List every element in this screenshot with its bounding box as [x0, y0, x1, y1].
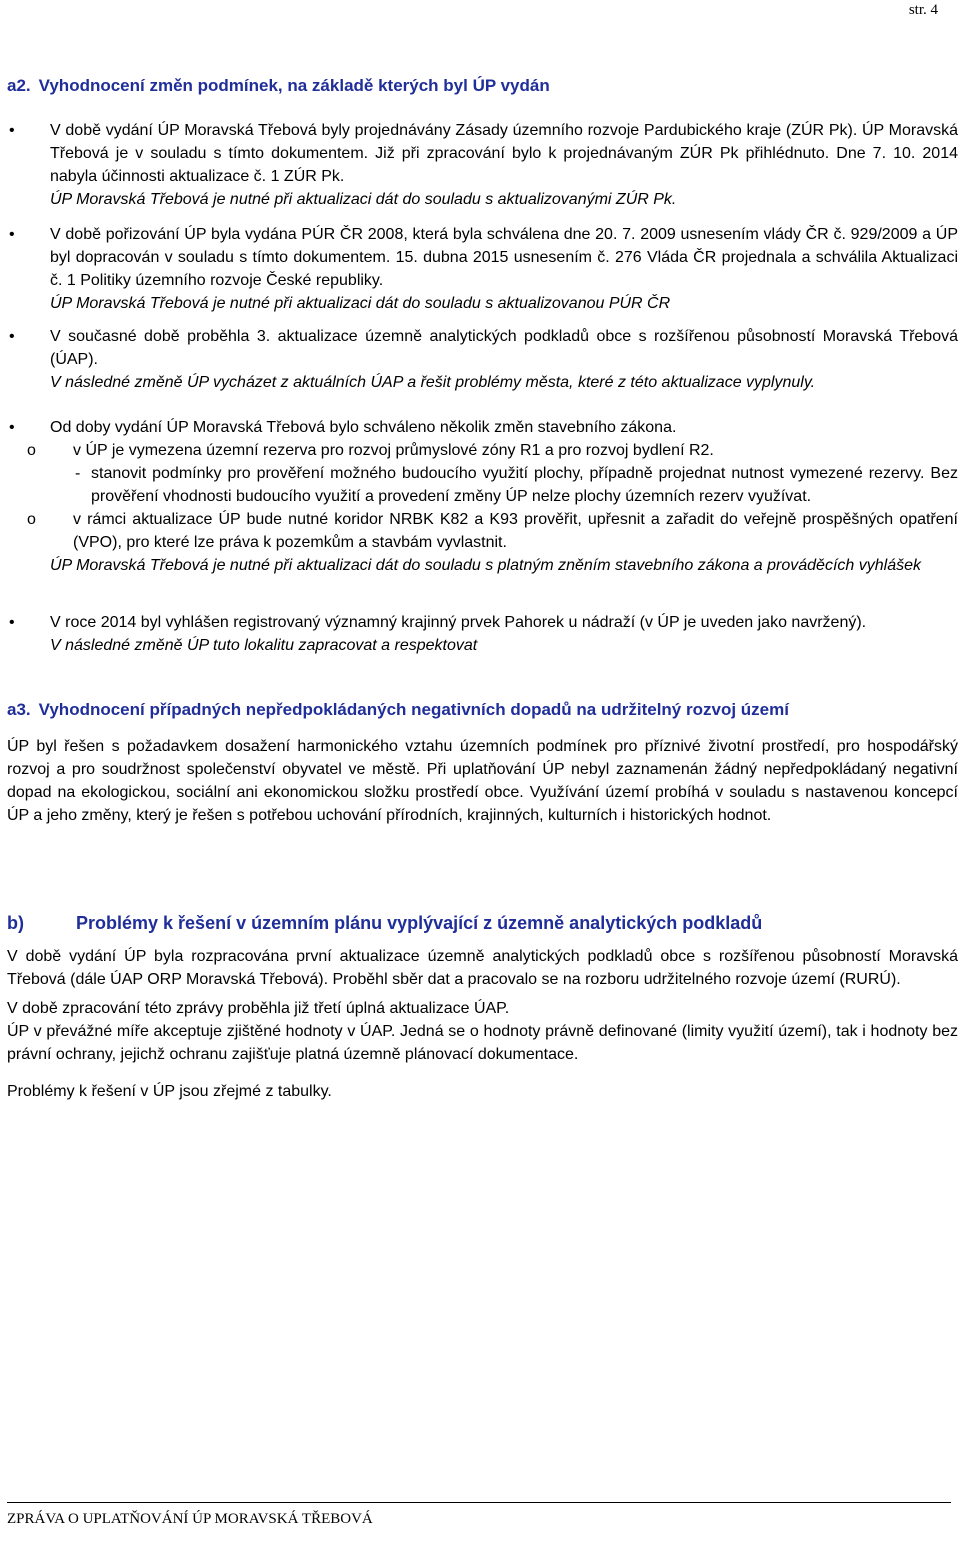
b-paragraph-4: Problémy k řešení v ÚP jsou zřejmé z tabulky. [7, 1083, 332, 1100]
a2-bullet-4-conclusion-wrap [7, 554, 958, 577]
dash-bullet-icon: - [75, 465, 81, 482]
a2-bullet-1-conclusion: ÚP Moravská Třebová je nutné při aktualizaci dát do souladu s aktualizovanými ZÚR Pk. [50, 191, 677, 208]
bullet-icon: • [9, 226, 15, 243]
a2-sub-dash-item: - stanovit podmínky pro prověření možného budoucího využití plochy, případně projednat nutnost vymezené rezervy. Bez prověření vhodnosti budoucího využití a provedení změny ÚP nelze plochy územních rezerv využívat. [7, 462, 958, 508]
b-paragraph-1: V době vydání ÚP byla rozpracována první aktualizace územně analytických podkladů obce s rozšířenou působností Moravská Třebová (dále ÚAP ORP Moravská Třebová). Proběhl sběr dat a pracovalo se na rozboru udržitelného rozvoje území (RURÚ). [7, 948, 958, 988]
a2-bullet-4 [7, 416, 958, 439]
a2-bullet-5-conclusion: V následné změně ÚP tuto lokalitu zapracovat a respektovat [50, 637, 478, 654]
a2-bullet-2-text: V době pořizování ÚP byla vydána PÚR ČR 2008, která byla schválena dne 20. 7. 2009 usnesením vlády ČR č. 929/2009 a ÚP byl dopracován v souladu s tímto dokumentem. 15. dubna 2015 usnesením č. 276 Vláda ČR projednala a schválila Aktualizaci č. 1 Politiky územního rozvoje České republiky. [50, 226, 958, 289]
document-body [7, 74, 958, 1103]
a2-bullet-3 [7, 325, 958, 394]
a2-bullet-1 [7, 119, 958, 211]
bullet-icon: • [9, 328, 15, 345]
bullet-icon: • [9, 122, 15, 139]
section-a2-heading: a2. Vyhodnocení změn podmínek, na základě kterých byl ÚP vydán [7, 76, 550, 95]
circle-bullet-icon: o [27, 511, 36, 528]
circle-bullet-icon: o [27, 442, 36, 459]
b-paragraph-2: V době zpracování této zprávy proběhla již třetí úplná aktualizace ÚAP. [7, 1000, 510, 1017]
a2-sub-item-1: o v ÚP je vymezena územní rezerva pro rozvoj průmyslové zóny R1 a pro rozvoj bydlení R2. [7, 439, 958, 462]
a2-bullet-5-text: V roce 2014 byl vyhlášen registrovaný významný krajinný prvek Pahorek u nádraží (v ÚP je uveden jako navržený). [50, 614, 867, 631]
page-footer: ZPRÁVA O UPLATŇOVÁNÍ ÚP MORAVSKÁ TŘEBOVÁ [7, 1502, 951, 1528]
a2-bullet-3-text: V současné době proběhla 3. aktualizace územně analytických podkladů obce s rozšířenou působností Moravská Třebová (ÚAP). [50, 328, 958, 368]
bullet-icon: • [9, 614, 15, 631]
a2-bullet-4-conclusion: ÚP Moravská Třebová je nutné při aktualizaci dát do souladu s platným zněním stavebního zákona a prováděcích vyhlášek [50, 557, 921, 574]
a2-bullet-4-text: Od doby vydání ÚP Moravská Třebová bylo schváleno několik změn stavebního zákona. [50, 419, 677, 436]
a2-bullet-1-text: V době vydání ÚP Moravská Třebová byly projednávány Zásady územního rozvoje Pardubického kraje (ZÚR Pk). ÚP Moravská Třebová je v souladu s tímto dokumentem. Již při zpracování bylo k projednávaným ZÚR Pk přihlédnuto. Dne 7. 10. 2014 nabyla účinnosti aktualizace č. 1 ZÚR Pk. [50, 122, 958, 185]
section-b-heading: b) Problémy k řešení v územním plánu vyplývající z územně analytických podkladů [7, 913, 763, 933]
b-paragraph-3: ÚP v převážné míře akceptuje zjištěné hodnoty v ÚAP. Jedná se o hodnoty právně definované (limity využití území), tak i hodnoty bez právní ochrany, jejichž ochranu zajišťuje platná územně plánovací dokumentace. [7, 1023, 958, 1063]
a2-bullet-5 [7, 611, 958, 657]
a2-bullet-2 [7, 223, 958, 315]
page-number: str. 4 [908, 2, 938, 18]
bullet-icon: • [9, 419, 15, 436]
a2-sub-item-2: o v rámci aktualizace ÚP bude nutné koridor NRBK K82 a K93 prověřit, upřesnit a zařadit do veřejně prospěšných opatření (VPO), pro které lze práva k pozemkům a stavbám vyvlastnit. [7, 508, 958, 554]
a2-bullet-2-conclusion: ÚP Moravská Třebová je nutné při aktualizaci dát do souladu s aktualizovanou PÚR ČR [50, 295, 671, 312]
a3-paragraph: ÚP byl řešen s požadavkem dosažení harmonického vztahu územních podmínek pro příznivé životní prostředí, pro hospodářský rozvoj a pro soudržnost společenství obyvatel ve městě. Při uplatňování ÚP nebyl zaznamenán žádný nepředpokládaný negativní dopad na ekologickou, sociální ani ekonomickou složku prostředí obce. Využívání území probíhá v souladu s nastavenou koncepcí ÚP a jeho změny, který je řešen s potřebou uchování přírodních, krajinných, kulturních i historických hodnot. [7, 738, 958, 824]
section-a3-heading: a3. Vyhodnocení případných nepředpokládaných negativních dopadů na udržitelný rozvoj území [7, 700, 789, 719]
a2-bullet-3-conclusion: V následné změně ÚP vycházet z aktuálních ÚAP a řešit problémy města, které z této aktualizace vyplynuly. [50, 374, 816, 391]
